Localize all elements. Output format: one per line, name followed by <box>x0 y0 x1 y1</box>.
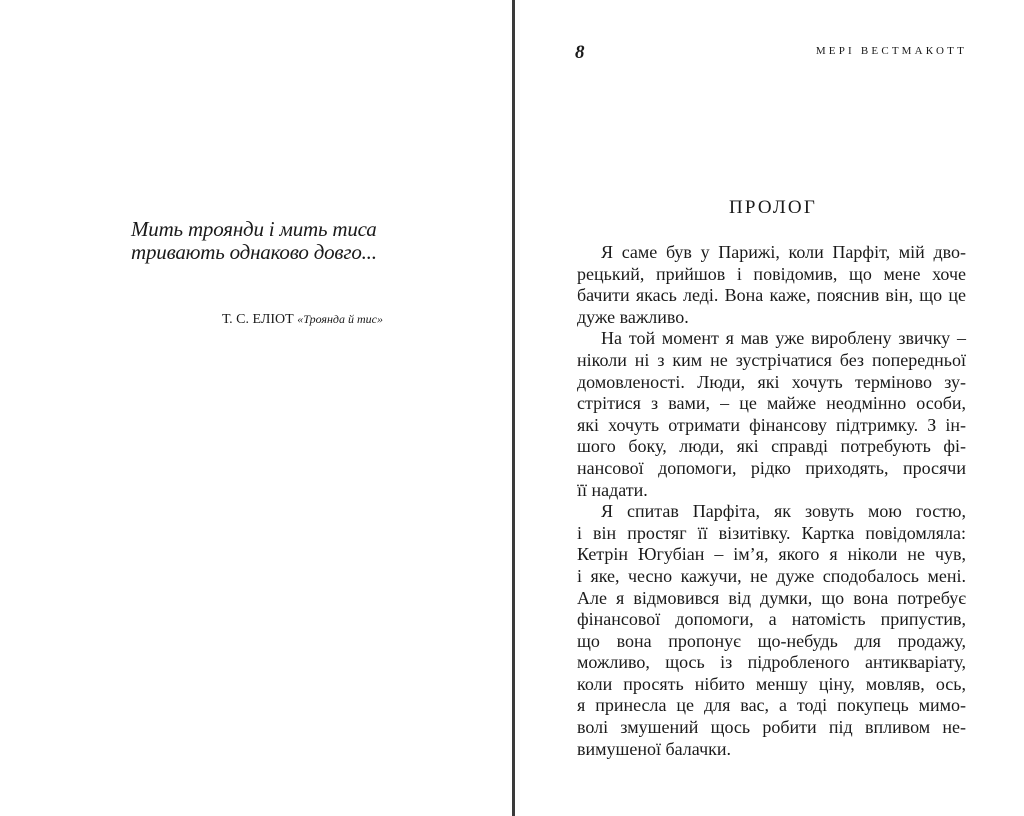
text-line: ніколи ні з ким не зустрічатися без попередньої <box>577 349 966 370</box>
running-head: МЕРІ ВЕСТМАКОТТ <box>815 45 967 57</box>
attribution-source: «Троянда й тис» <box>297 312 383 326</box>
text-line: шого боку, люди, які справді потребують фі- <box>577 436 966 457</box>
text-line: бачити якась леді. Вона каже, пояснив він, що це <box>577 285 966 306</box>
text-line: можливо, щось із підробленого антикваріату, <box>577 652 966 673</box>
epigraph-line: тривають однаково довго... <box>131 240 377 264</box>
text-line: стрітися з вами, – це майже неодмінно особи, <box>577 393 966 414</box>
body-text <box>577 242 966 760</box>
text-line: які хочуть отримати фінансову підтримку. З ін- <box>577 414 966 435</box>
text-line: я принесла це для вас, а тоді покупець мимо- <box>577 695 966 716</box>
text-line: дуже важливо. <box>577 306 689 327</box>
page-number: 8 <box>575 42 585 63</box>
text-line: що вона пропонує що-небудь для продажу, <box>577 630 966 651</box>
text-line: Я саме був у Парижі, коли Парфіт, мій дво- <box>601 242 966 262</box>
text-line: і яке, чесно кажучи, не дуже сподобалось мені. <box>577 565 966 586</box>
attribution-author: Т. С. ЕЛІОТ <box>222 312 294 327</box>
text-line: вимушеної балачки. <box>577 738 731 759</box>
text-line: коли просять нібито меншу ціну, мовляв, ось, <box>577 673 966 694</box>
text-line: Кетрін Югубіан – ім’я, якого я ніколи не чув, <box>577 544 966 565</box>
text-line: домовленості. Люди, які хочуть терміново зу- <box>577 371 966 392</box>
text-line: волі змушений щось робити під впливом не- <box>577 717 966 738</box>
text-line: її надати. <box>577 479 648 500</box>
right-page <box>515 0 1024 816</box>
text-line: рецький, прийшов і повідомив, що мене хоче <box>577 263 966 284</box>
text-line: На той момент я мав уже вироблену звичку – <box>601 328 966 349</box>
chapter-title: ПРОЛОГ <box>728 197 818 218</box>
text-line: і він простяг її візитівку. Картка повідомляла: <box>577 522 966 543</box>
text-line: нансової допомоги, рідко приходять, просячи <box>577 457 966 478</box>
text-line: фінансової допомоги, а натомість припустив, <box>577 609 966 630</box>
epigraph-line: Мить троянди і мить тиса <box>131 217 377 241</box>
epigraph <box>131 218 377 264</box>
epigraph-attribution <box>222 312 383 328</box>
text-line: Але я відмовився від думки, що вона потребує <box>577 587 966 608</box>
text-line: Я спитав Парфіта, як зовуть мою гостю, <box>601 501 966 522</box>
